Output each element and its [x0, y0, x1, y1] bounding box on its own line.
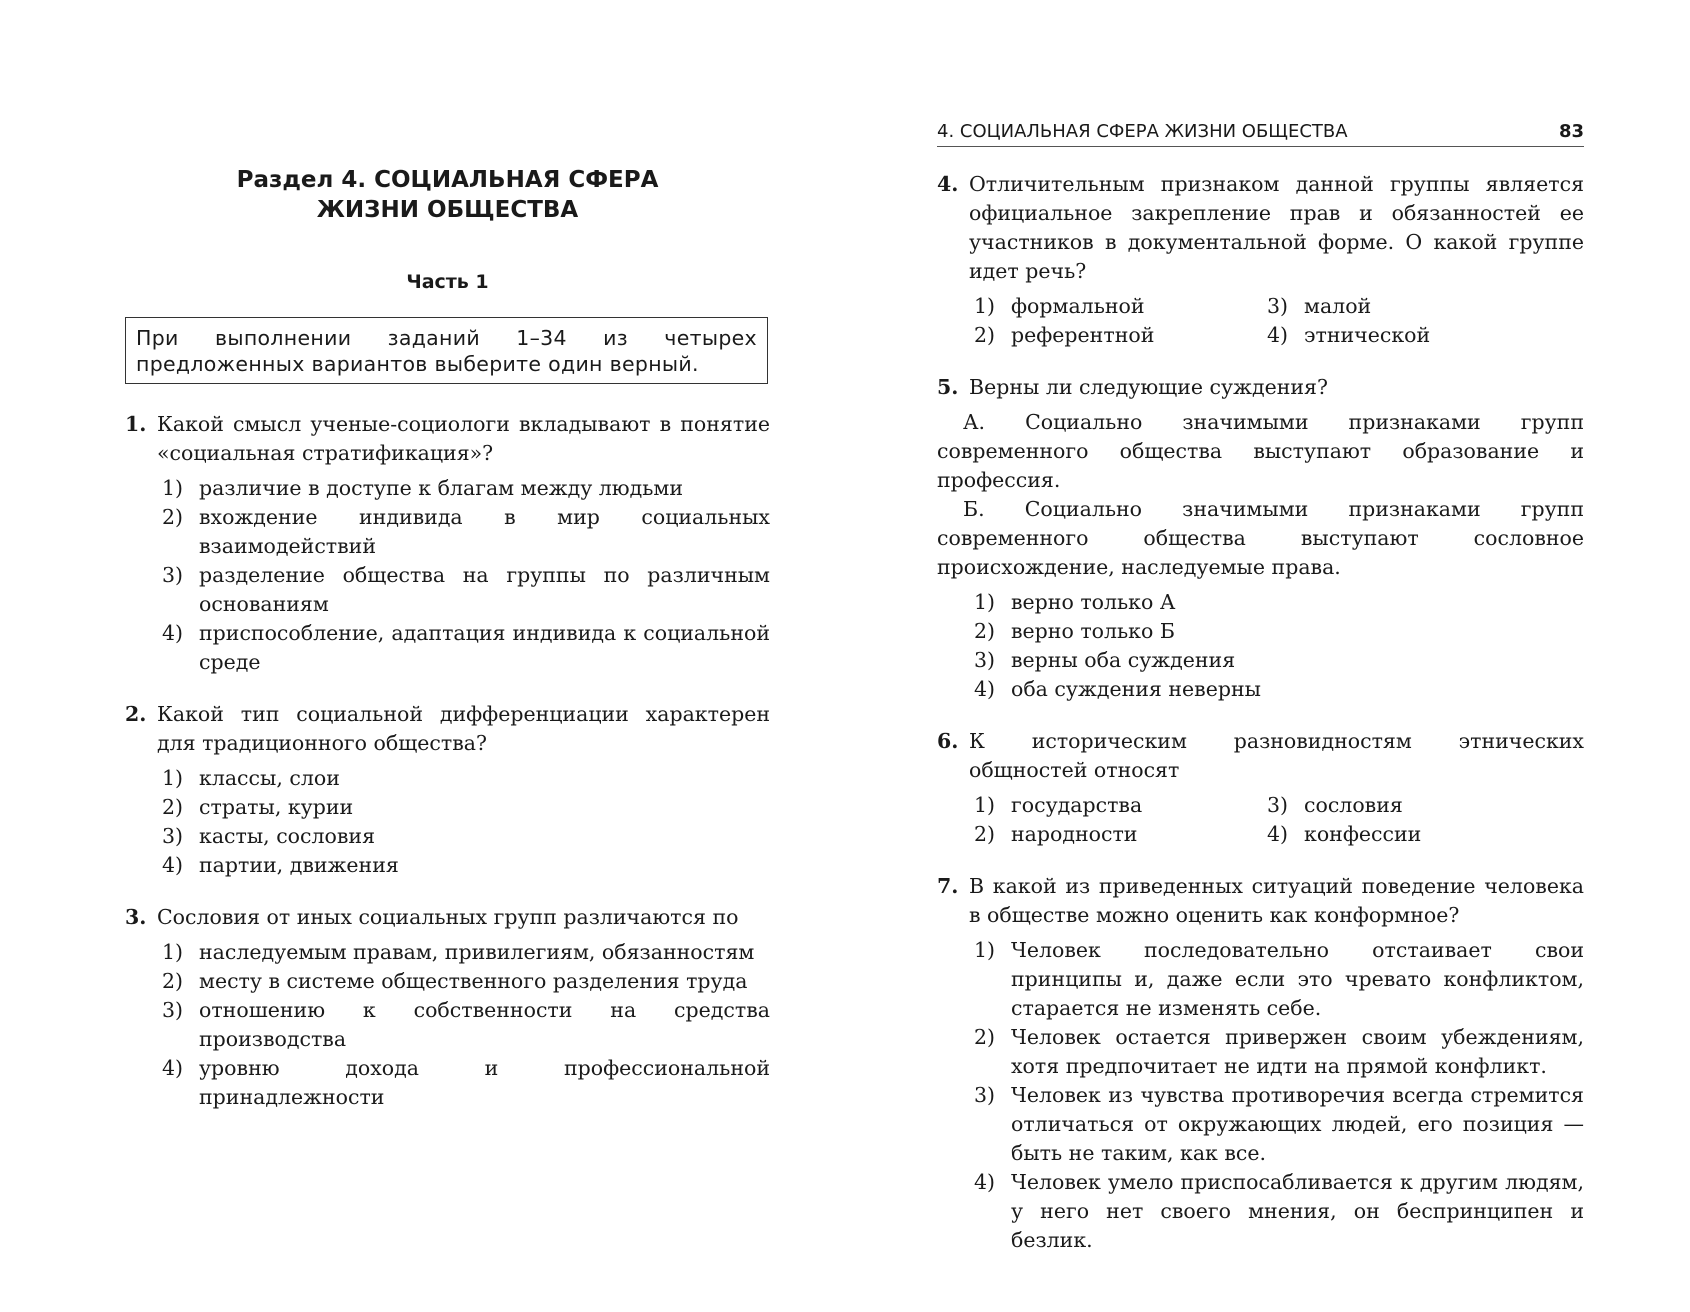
- answer-option: 3) касты, сословия: [162, 824, 376, 848]
- question-number: 5.: [937, 375, 959, 399]
- question-text: Какой тип социальной дифференциации характерен для традиционного общества?: [157, 702, 770, 755]
- section-title: [125, 165, 770, 225]
- answer-option: 2) вхождение индивида в мир социальных взаимодействий: [162, 505, 770, 558]
- running-header: [937, 120, 1584, 147]
- section-title-line2: ЖИЗНИ ОБЩЕСТВА: [316, 197, 579, 223]
- question-text: К историческим разновидностям этнических общностей относят: [969, 729, 1584, 782]
- question-number: 3.: [125, 905, 147, 929]
- left-page: [125, 0, 770, 1312]
- answer-option: 1) верно только А: [974, 590, 1176, 614]
- answer-option: 1) Человек последовательно отстаивает свои принципы и, даже если это чревато конфликтом, старается не изменять себе.: [974, 938, 1584, 1020]
- statement-b: Б. Социально значимыми признаками групп современного общества выступают сословное происхождение, наследуемые права.: [937, 497, 1584, 579]
- answer-option: 2) месту в системе общественного разделения труда: [162, 969, 748, 993]
- answer-option: 1) государства: [974, 793, 1143, 817]
- answer-option: 3) разделение общества на группы по различным основаниям: [162, 563, 770, 616]
- question-text: Верны ли следующие суждения?: [969, 375, 1328, 399]
- answer-option: 2) референтной: [974, 323, 1155, 347]
- question-2: [125, 700, 770, 880]
- answer-option: 3) верны оба суждения: [974, 648, 1236, 672]
- answer-option: 4) оба суждения неверны: [974, 677, 1261, 701]
- question-6: [937, 727, 1584, 849]
- question-list-left: [125, 410, 770, 1135]
- answer-option: 4) уровню дохода и профессиональной принадлежности: [162, 1056, 770, 1109]
- question-text: Какой смысл ученые-социологи вкладывают в понятие «социальная стратификация»?: [157, 412, 770, 465]
- answer-option: 1) формальной: [974, 294, 1145, 318]
- answer-options: [125, 764, 770, 880]
- answer-option: 2) верно только Б: [974, 619, 1175, 643]
- question-3: [125, 903, 770, 1112]
- answer-option: 1) различие в доступе к благам между людьми: [162, 476, 684, 500]
- question-number: 2.: [125, 702, 147, 726]
- answer-option: 4) конфессии: [1267, 822, 1422, 846]
- answer-options: [937, 588, 1584, 704]
- question-number: 1.: [125, 412, 147, 436]
- answer-option: 4) этнической: [1267, 323, 1431, 347]
- answer-option: 2) страты, курии: [162, 795, 354, 819]
- instruction-box: При выполнении заданий 1–34 из четырех предложенных вариантов выберите один верный.: [125, 317, 768, 384]
- running-header-title: 4. СОЦИАЛЬНАЯ СФЕРА ЖИЗНИ ОБЩЕСТВА: [937, 121, 1348, 142]
- question-5: [937, 373, 1584, 704]
- answer-option: 3) отношению к собственности на средства производства: [162, 998, 770, 1051]
- answer-options: [937, 936, 1584, 1255]
- answer-option: 3) малой: [1267, 294, 1372, 318]
- answer-options: [937, 292, 1584, 350]
- question-number: 6.: [937, 729, 959, 753]
- answer-options: [125, 938, 770, 1112]
- answer-option: 1) наследуемым правам, привилегиям, обязанностям: [162, 940, 755, 964]
- question-4: [937, 170, 1584, 350]
- answer-options: [937, 791, 1584, 849]
- right-page: [937, 0, 1584, 1312]
- question-number: 4.: [937, 172, 959, 196]
- answer-option: 3) сословия: [1267, 793, 1403, 817]
- answer-option: 3) Человек из чувства противоречия всегда стремится отличаться от окружающих людей, его позиция — быть не таким, как все.: [974, 1083, 1584, 1165]
- section-title-line1: Раздел 4. СОЦИАЛЬНАЯ СФЕРА: [236, 167, 659, 193]
- question-text: Сословия от иных социальных групп различаются по: [157, 905, 739, 929]
- part-title: Часть 1: [406, 271, 489, 293]
- question-text: В какой из приведенных ситуаций поведение человека в обществе можно оценить как конформное?: [969, 874, 1584, 927]
- answer-option: 4) приспособление, адаптация индивида к социальной среде: [162, 621, 770, 674]
- question-7: [937, 872, 1584, 1255]
- answer-option: 2) народности: [974, 822, 1138, 846]
- answer-option: 1) классы, слои: [162, 766, 340, 790]
- answer-option: 4) партии, движения: [162, 853, 399, 877]
- answer-option: 4) Человек умело приспосабливается к другим людям, у него нет своего мнения, он беспринципен и безлик.: [974, 1170, 1584, 1252]
- question-text: Отличительным признаком данной группы является официальное закрепление прав и обязанностей ее участников в документальной форме. О какой группе идет речь?: [969, 172, 1584, 283]
- question-list-right: [937, 170, 1584, 1278]
- answer-options: [125, 474, 770, 677]
- question-number: 7.: [937, 874, 959, 898]
- statement-a: А. Социально значимыми признаками групп современного общества выступают образование и профессия.: [937, 410, 1584, 492]
- answer-option: 2) Человек остается привержен своим убеждениям, хотя предпочитает не идти на прямой конфликт.: [974, 1025, 1584, 1078]
- page-number: 83: [1558, 121, 1584, 142]
- question-1: [125, 410, 770, 677]
